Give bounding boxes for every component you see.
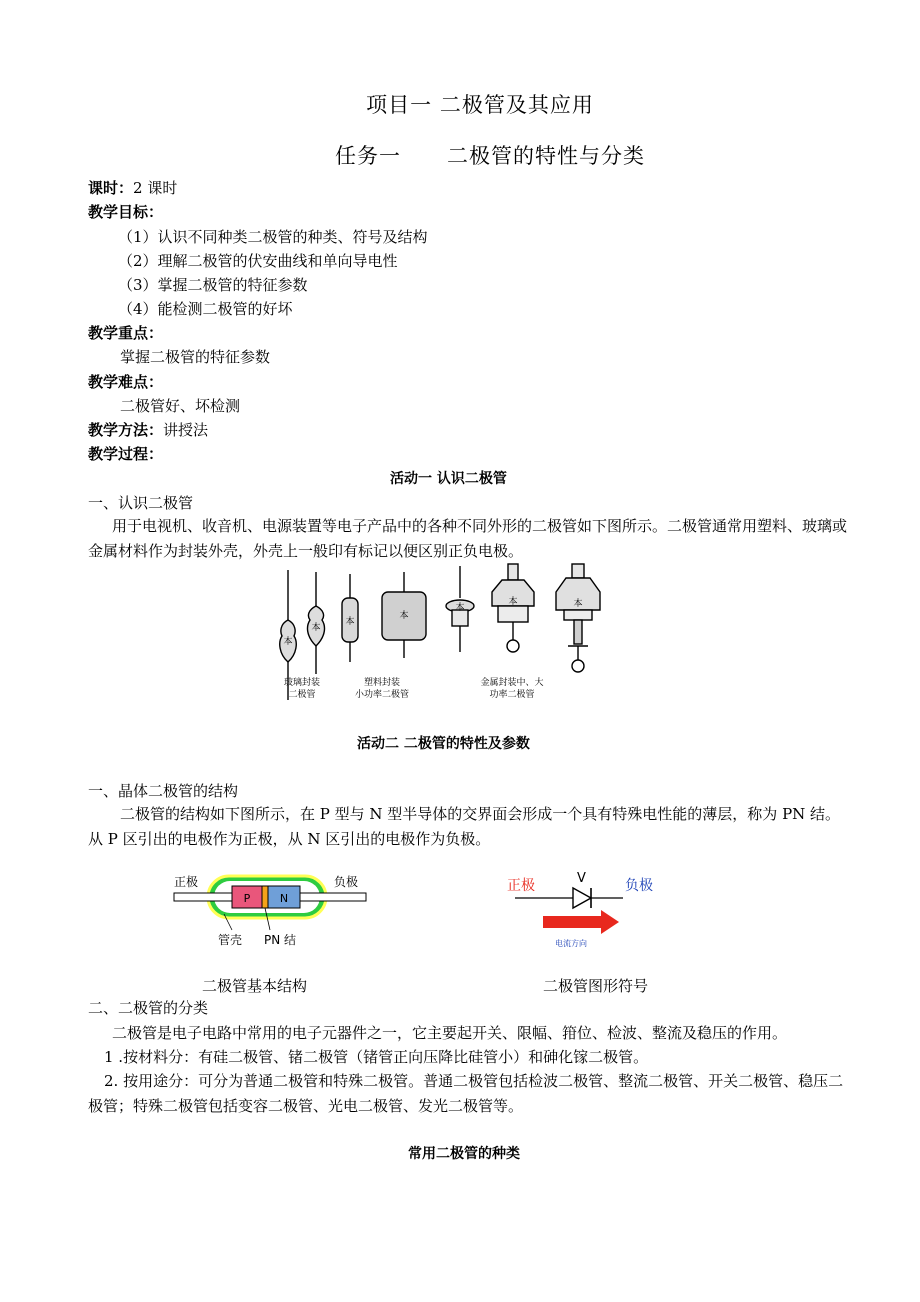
method-line: [88, 420, 208, 440]
classification-paragraph: 二极管是电子电路中常用的电子元器件之一，它主要起开关、限幅、箝位、检波、整流及稳压的作用。: [112, 1024, 788, 1042]
diode-triangle-icon: [573, 888, 591, 908]
diode-structure-figure: [170, 870, 370, 950]
section-classification: 二、二极管的分类: [88, 999, 209, 1017]
hours-label: 课时：: [88, 179, 134, 197]
objective-item: （2）理解二极管的伏安曲线和单向导电性: [118, 252, 398, 270]
classification-material: 1 .按材料分：有硅二极管、锗二极管（锗管正向压降比硅管小）和砷化镓二极管。: [104, 1048, 649, 1066]
plastic-diode-mark: 本: [345, 617, 355, 627]
objective-item: （3）掌握二极管的特征参数: [118, 276, 308, 294]
section-structure: 一、晶体二极管的结构: [88, 782, 239, 800]
symbol-v-label: V: [577, 871, 586, 886]
hours-value: 2 课时: [133, 179, 178, 197]
difficulty-label: 教学难点：: [88, 373, 164, 391]
current-direction-arrow-icon: [543, 910, 619, 934]
shell-label: 管壳: [218, 933, 243, 947]
p-region-label: P: [243, 892, 251, 905]
glass-caption-2: 二极管: [288, 690, 316, 700]
glass-caption-1: 玻璃封装: [283, 678, 321, 688]
metal-diode-mark: 本: [573, 599, 583, 609]
activity1-paragraph: 用于电视机、收音机、电源装置等电子产品中的各种不同外形的二极管如下图所示。二极管通常用塑料、玻璃或金属材料作为封装外壳，外壳上一般印有标记以便区别正负电极。: [88, 517, 848, 560]
plastic-caption-1: 塑料封装: [363, 678, 401, 688]
focus-value: 掌握二极管的特征参数: [120, 348, 271, 366]
metal-diode-mark: 本: [508, 597, 518, 607]
structure-caption: 二极管基本结构: [202, 977, 308, 995]
metal-caption-1: 金属封装中、大: [480, 678, 544, 688]
glass-diode-mark: 本: [283, 637, 293, 647]
pn-junction-label: PN 结: [264, 933, 297, 947]
n-region-label: N: [279, 892, 289, 905]
metal-diode-mark: 本: [455, 603, 465, 613]
structure-paragraph: 二极管的结构如下图所示，在 P 型与 N 型半导体的交界面会形成一个具有特殊电性能的薄层，称为 PN 结。从 P 区引出的电极作为正极，从 N 区引出的电极作为负极。: [88, 805, 841, 848]
classification-usage: 2. 按用途分：可分为普通二极管和特殊二极管。普通二极管包括检波二极管、整流二极管、开关二极管、稳压二极管；特殊二极管包括变容二极管、光电二极管、发光二极管等。: [88, 1072, 844, 1115]
diode-symbol-figure: [505, 866, 675, 952]
symbol-cathode-label: 负极: [625, 878, 653, 894]
struct-anode-label: 正极: [174, 875, 199, 889]
task-title: 任务一 二极管的特性与分类: [335, 144, 646, 168]
activity1-title: 活动一 认识二极管: [390, 471, 507, 487]
table-title: 常用二极管的种类: [408, 1146, 520, 1162]
method-label: 教学方法：: [88, 421, 164, 439]
symbol-anode-label: 正极: [507, 878, 535, 894]
page-title: 项目一 二极管及其应用: [366, 93, 594, 117]
plastic-caption-2: 小功率二极管: [354, 690, 410, 700]
plastic-diode-mark: 本: [399, 611, 409, 621]
objective-item: （1）认识不同种类二极管的种类、符号及结构: [118, 228, 428, 246]
difficulty-value: 二极管好、坏检测: [120, 397, 241, 415]
metal-caption-2: 功率二极管: [489, 690, 535, 700]
struct-cathode-label: 负极: [334, 875, 359, 889]
focus-label: 教学重点：: [88, 324, 164, 342]
glass-diode-mark: 本: [311, 623, 321, 633]
current-direction-label: 电流方向: [555, 939, 587, 948]
symbol-caption: 二极管图形符号: [543, 977, 649, 995]
objective-item: （4）能检测二极管的好坏: [118, 300, 293, 318]
process-label: 教学过程：: [88, 445, 164, 463]
hours-line: [88, 178, 177, 198]
section-identify: 一、认识二极管: [88, 494, 194, 512]
objectives-label: 教学目标：: [88, 203, 164, 221]
diode-packages-captions: [270, 674, 590, 704]
activity2-title: 活动二 二极管的特性及参数: [357, 736, 530, 752]
method-value: 讲授法: [163, 421, 209, 439]
